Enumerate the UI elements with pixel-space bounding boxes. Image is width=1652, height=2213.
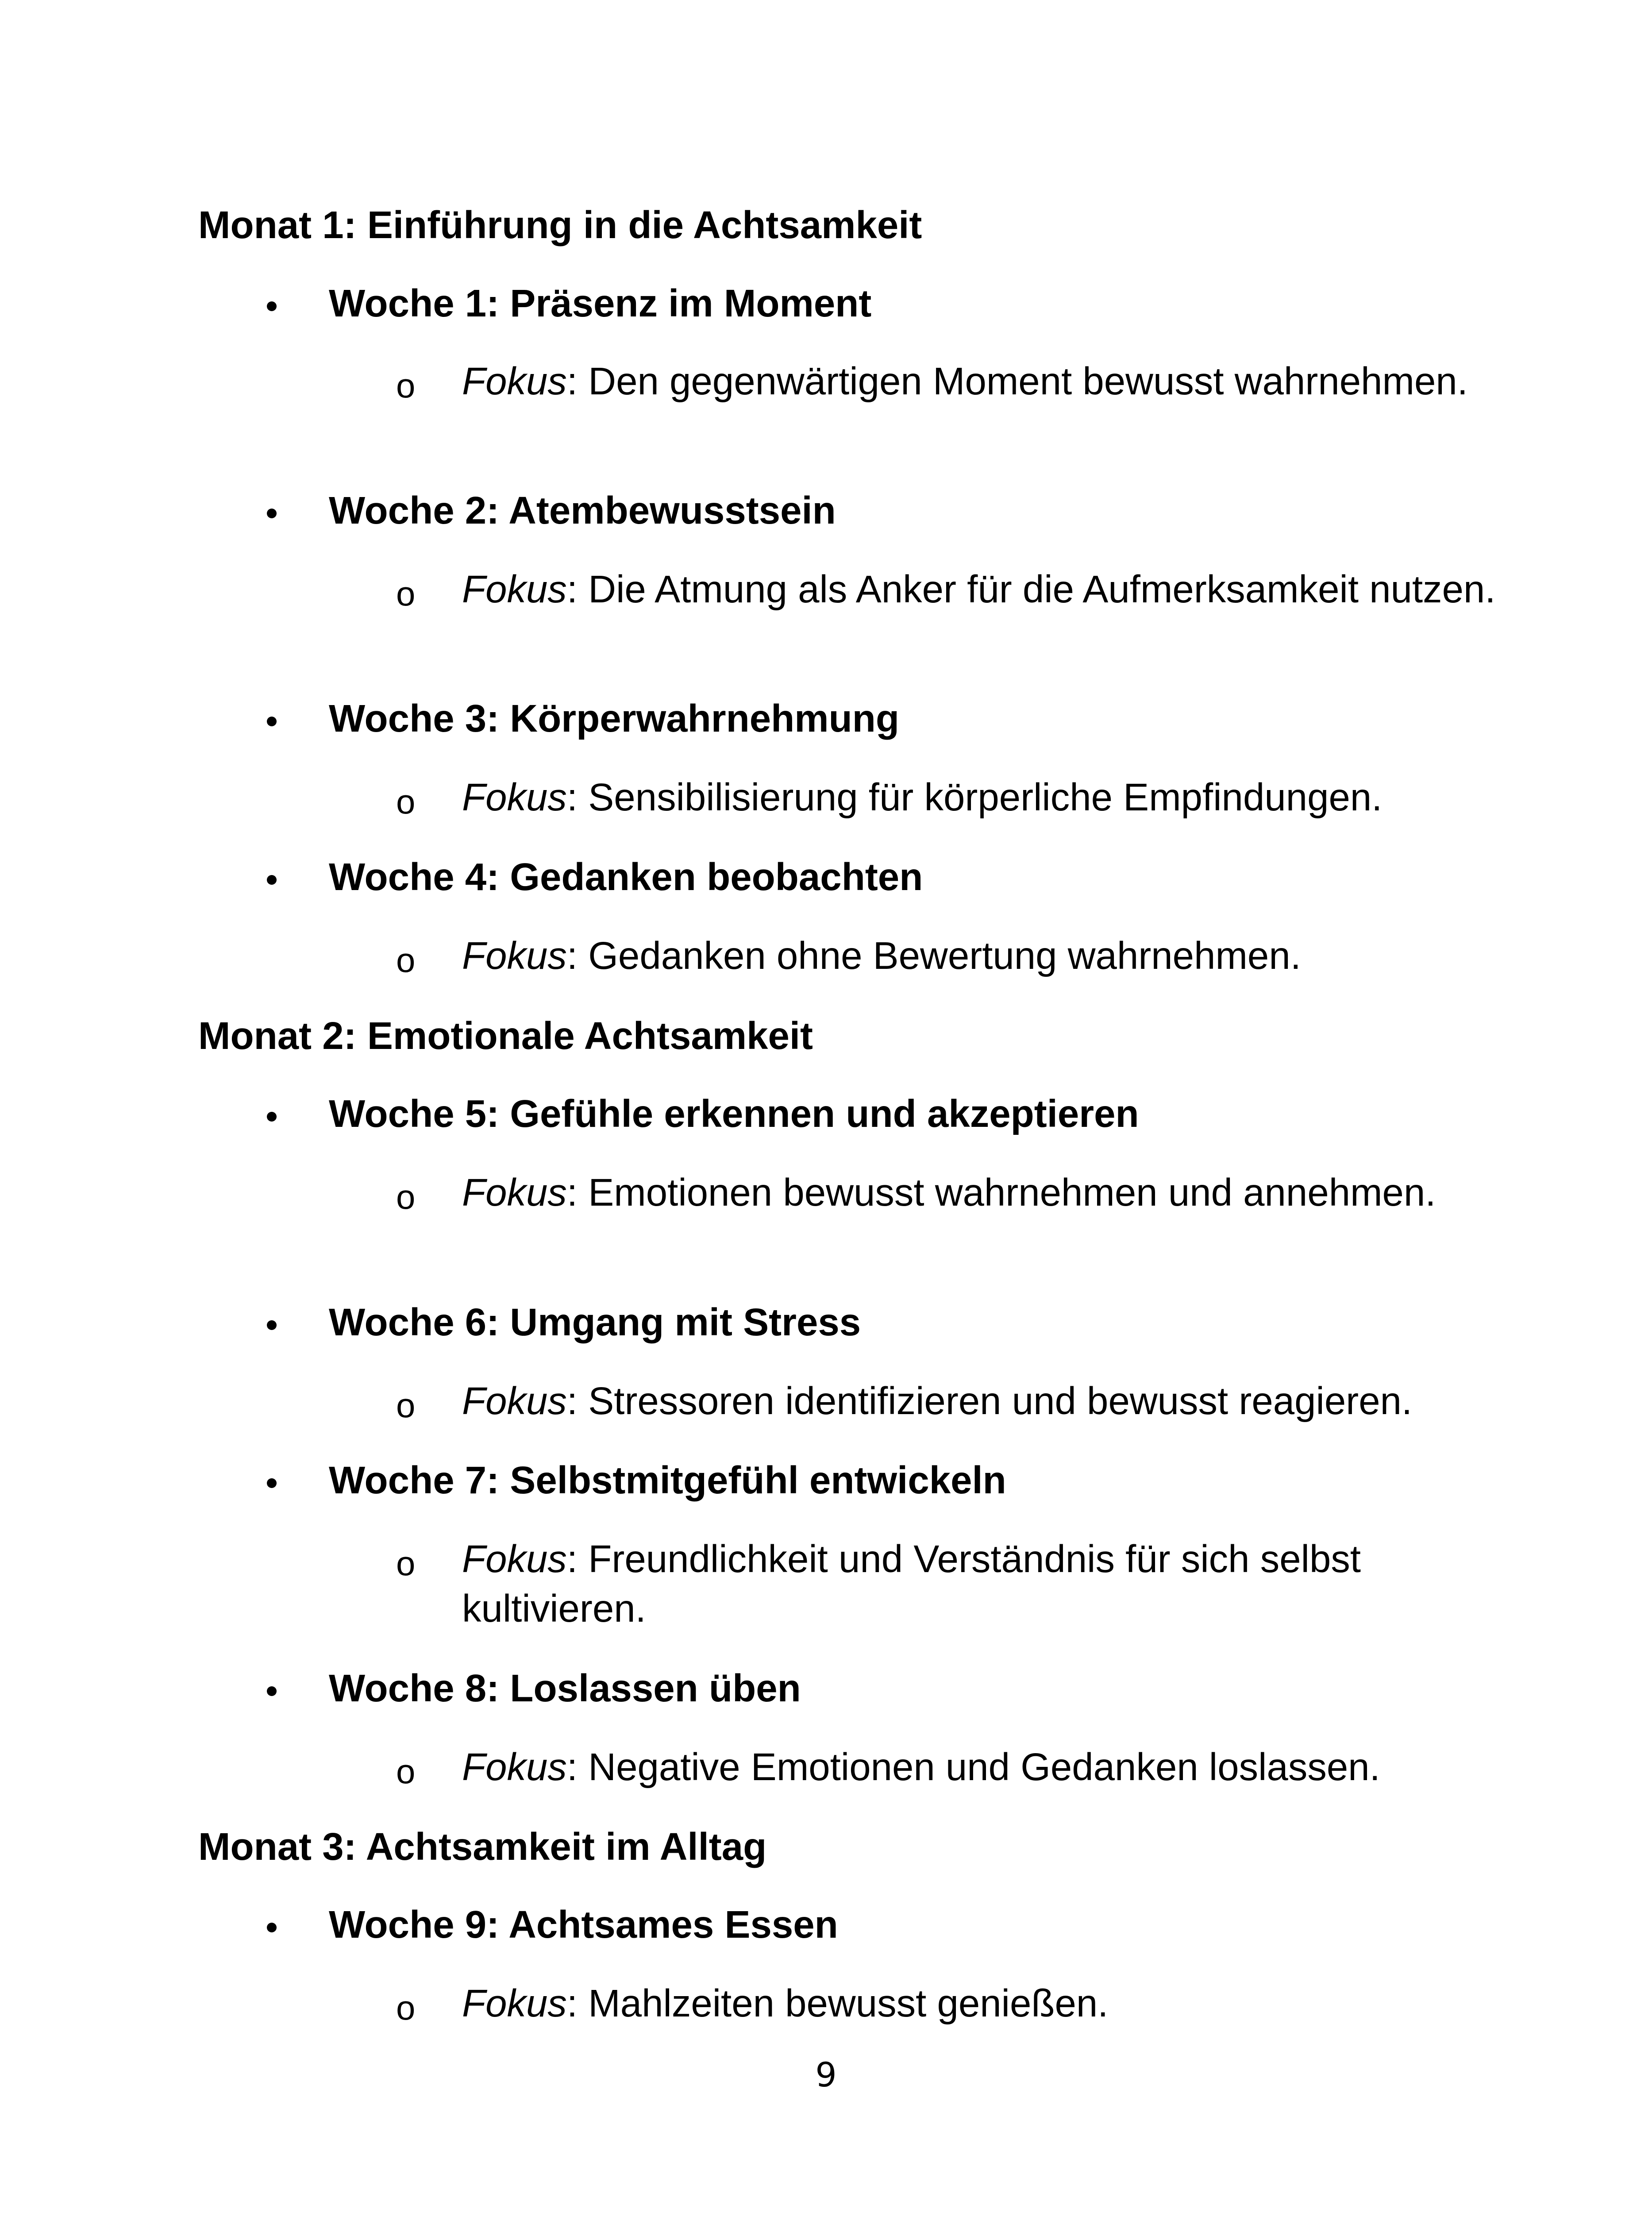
circle-bullet-icon: o xyxy=(396,366,416,405)
focus-text: : Freundlichkeit und Verständnis für sich selbst kultivieren. xyxy=(462,1538,1361,1630)
week-heading: Woche 2: Atembewusstsein xyxy=(329,489,836,532)
week-heading: Woche 4: Gedanken beobachten xyxy=(329,856,923,898)
focus-item xyxy=(462,565,1511,614)
focus-label: Fokus xyxy=(462,1746,567,1789)
focus-label: Fokus xyxy=(462,1171,567,1214)
bullet-icon xyxy=(267,1686,277,1696)
bullet-icon xyxy=(267,1112,277,1122)
bullet-icon xyxy=(267,717,277,726)
month-heading: Monat 3: Achtsamkeit im Alltag xyxy=(198,1825,767,1868)
bullet-icon xyxy=(267,1478,277,1488)
bullet-icon xyxy=(267,509,277,518)
circle-bullet-icon: o xyxy=(396,1988,416,2027)
circle-bullet-icon: o xyxy=(396,574,416,613)
focus-label: Fokus xyxy=(462,934,567,977)
focus-item xyxy=(462,931,1511,981)
focus-text: : Die Atmung als Anker für die Aufmerksamkeit nutzen. xyxy=(566,568,1496,611)
week-heading: Woche 9: Achtsames Essen xyxy=(329,1903,838,1946)
focus-item xyxy=(462,1534,1511,1634)
week-heading: Woche 5: Gefühle erkennen und akzeptieren xyxy=(329,1092,1139,1135)
circle-bullet-icon: o xyxy=(396,941,416,979)
focus-item xyxy=(462,1376,1511,1426)
month-heading: Monat 1: Einführung in die Achtsamkeit xyxy=(198,204,922,247)
focus-label: Fokus xyxy=(462,1538,567,1581)
week-heading: Woche 1: Präsenz im Moment xyxy=(329,282,872,325)
focus-item xyxy=(462,773,1511,822)
page-number: 9 xyxy=(815,2055,837,2094)
circle-bullet-icon: o xyxy=(396,1177,416,1216)
focus-text: : Stressoren identifizieren und bewusst reagieren. xyxy=(566,1380,1413,1423)
focus-text: : Mahlzeiten bewusst genießen. xyxy=(566,1982,1109,2025)
focus-item xyxy=(462,1979,1511,2028)
bullet-icon xyxy=(267,301,277,311)
focus-label: Fokus xyxy=(462,1380,567,1423)
week-heading: Woche 3: Körperwahrnehmung xyxy=(329,697,900,740)
month-heading: Monat 2: Emotionale Achtsamkeit xyxy=(198,1014,813,1057)
focus-item xyxy=(462,1743,1511,1792)
focus-text: : Emotionen bewusst wahrnehmen und annehmen. xyxy=(566,1171,1436,1214)
week-heading: Woche 6: Umgang mit Stress xyxy=(329,1301,861,1344)
bullet-icon xyxy=(267,1320,277,1330)
circle-bullet-icon: o xyxy=(396,1544,416,1583)
circle-bullet-icon: o xyxy=(396,1752,416,1791)
focus-text: : Sensibilisierung für körperliche Empfindungen. xyxy=(566,776,1382,819)
focus-text: : Den gegenwärtigen Moment bewusst wahrnehmen. xyxy=(566,360,1468,403)
focus-label: Fokus xyxy=(462,1982,567,2025)
week-heading: Woche 7: Selbstmitgefühl entwickeln xyxy=(329,1459,1006,1502)
focus-text: : Gedanken ohne Bewertung wahrnehmen. xyxy=(566,934,1301,977)
bullet-icon xyxy=(267,1923,277,1932)
focus-item xyxy=(462,357,1511,406)
circle-bullet-icon: o xyxy=(396,1386,416,1425)
focus-item xyxy=(462,1168,1511,1218)
focus-label: Fokus xyxy=(462,360,567,403)
focus-label: Fokus xyxy=(462,776,567,819)
focus-label: Fokus xyxy=(462,568,567,611)
week-heading: Woche 8: Loslassen üben xyxy=(329,1667,801,1710)
bullet-icon xyxy=(267,875,277,885)
focus-text: : Negative Emotionen und Gedanken loslassen. xyxy=(566,1746,1380,1789)
circle-bullet-icon: o xyxy=(396,782,416,821)
